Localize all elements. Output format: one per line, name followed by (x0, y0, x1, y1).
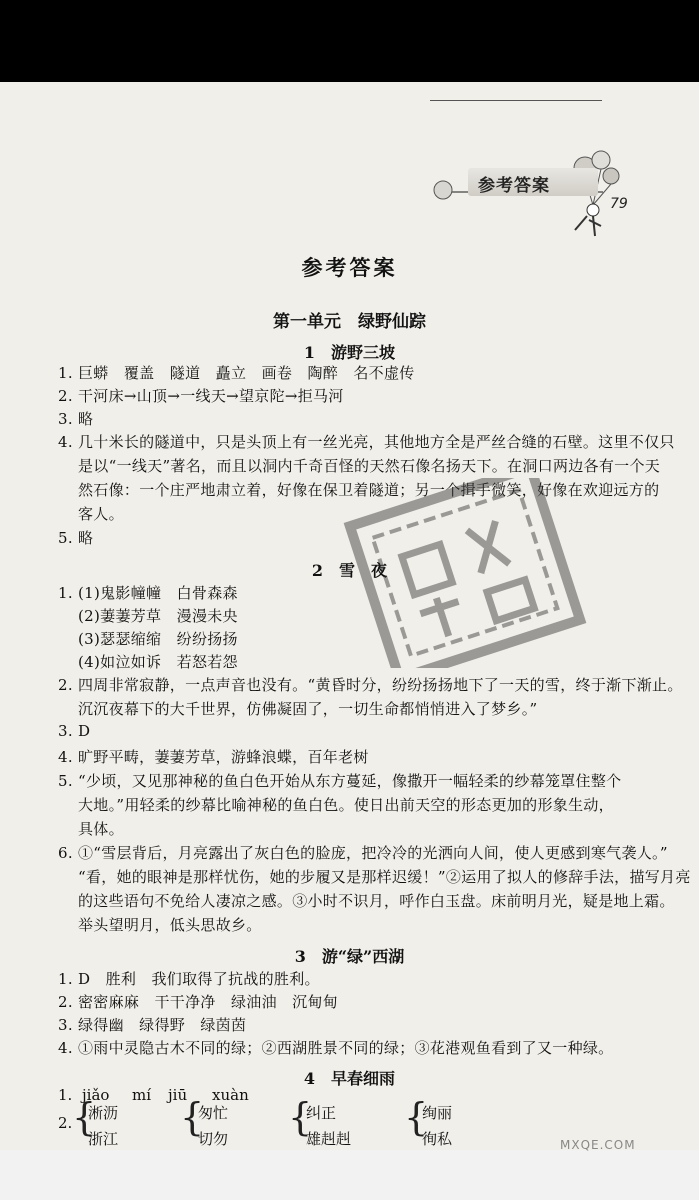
answer-line: 3. D (58, 722, 91, 740)
pinyin-item: mí (132, 1086, 152, 1104)
section-title-4: 4 早春细雨 (303, 1069, 396, 1088)
word-pair-bottom: 雄赳赳 (306, 1130, 352, 1148)
answer-line: 大地。”用轻柔的纱幕比喻神秘的鱼白色。使日出前天空的形态更加的形象生动， (78, 796, 614, 814)
pinyin-item: xuàn (212, 1086, 249, 1104)
header-title: 参考答案 (478, 176, 550, 196)
answer-line: 4. ①雨中灵隐古木不同的绿；②西湖胜景不同的绿；③花港观鱼看到了又一种绿。 (58, 1039, 614, 1057)
answer-line: 3. 绿得幽 绿得野 绿茵茵 (58, 1016, 247, 1034)
brace-icon: { (288, 1095, 313, 1139)
pinyin-item: jiū (168, 1086, 188, 1104)
answer-line: 1. D 胜利 我们取得了抗战的胜利。 (58, 970, 320, 988)
answer-line: 6. ①“雪层背后，月亮露出了灰白色的脸庞，把冷冷的光洒向人间，使人更感到寒气袭人。” (58, 844, 668, 862)
answer-line: 5. 略 (58, 529, 94, 547)
section-title-1: 1 游野三坡 (303, 343, 396, 362)
answer-line: 然石像：一个庄严地肃立着，好像在保卫着隧道；另一个揖手微笑，好像在欢迎远方的 (78, 481, 660, 499)
answer-line: 客人。 (78, 505, 124, 523)
q2-label: 2. (58, 1114, 73, 1132)
answer-line: 3. 略 (58, 410, 94, 428)
answer-line: (4)如泣如诉 若怒若怨 (78, 653, 238, 671)
watermark-text: MXQE.COM (560, 1138, 636, 1152)
answer-line: 1. 巨蟒 覆盖 隧道 矗立 画卷 陶醉 名不虚传 (58, 364, 415, 382)
answer-line: “看，她的眼神是那样忧伤，她的步履又是那样迟缓！”②运用了拟人的修辞手法，描写月亮 (78, 868, 691, 886)
answer-line: 举头望明月，低头思故乡。 (78, 916, 262, 934)
answer-line: 沉沉夜幕下的大千世界，仿佛凝固了，一切生命都悄悄进入了梦乡。” (78, 700, 538, 718)
unit-title: 第一单元 绿野仙踪 (273, 312, 426, 332)
word-pair-top: 匆忙 (198, 1104, 229, 1122)
bottom-bar (0, 1150, 699, 1200)
answer-line: 2. 密密麻麻 干干净净 绿油油 沉甸甸 (58, 993, 339, 1011)
seal-stamp-icon (330, 478, 600, 668)
word-pair-bottom: 切勿 (198, 1130, 229, 1148)
word-pair-top: 绚丽 (422, 1104, 453, 1122)
word-pair-top: 淅沥 (88, 1104, 119, 1122)
page-number: 79 (610, 196, 628, 212)
word-pair-bottom: 浙江 (88, 1130, 119, 1148)
brace-icon: { (72, 1095, 97, 1139)
answer-line: 是以“一线天”著名，而且以洞内千奇百怪的天然石像名扬天下。在洞口两边各有一个天 (78, 457, 661, 475)
answer-line: (2)萋萋芳草 漫漫未央 (78, 607, 238, 625)
answer-line: (3)瑟瑟缩缩 纷纷扬扬 (78, 630, 238, 648)
answer-line: 2. 四周非常寂静，一点声音也没有。“黄昏时分，纷纷扬扬地下了一天的雪，终于渐下渐止。 (58, 676, 683, 694)
answer-line: 5. “少顷，又见那神秘的鱼白色开始从东方蔓延，像撒开一幅轻柔的纱幕笼罩住整个 (58, 772, 622, 790)
pinyin-label: 1. (58, 1086, 73, 1104)
answer-line: 1. (1)鬼影幢幢 白骨森森 (58, 584, 238, 602)
brace-icon: { (180, 1095, 205, 1139)
answer-line: 4. 几十米长的隧道中，只是头顶上有一丝光亮，其他地方全是严丝合缝的石壁。这里不仅只 (58, 433, 675, 451)
main-title: 参考答案 (301, 255, 398, 280)
section-title-2: 2 雪 夜 (311, 561, 388, 580)
word-pair-bottom: 徇私 (422, 1130, 453, 1148)
pinyin-item: jiǎo (82, 1086, 110, 1104)
answer-line: 2. 干河床→山顶→一线天→望京陀→拒马河 (58, 387, 344, 405)
section-title-3: 3 游“绿”西湖 (294, 947, 405, 966)
answer-line: 4. 旷野平畴，萋萋芳草，游蜂浪蝶，百年老树 (58, 748, 369, 766)
header-rule (430, 100, 602, 101)
top-black-bar (0, 0, 699, 82)
answer-line: 的这些语句不免给人凄凉之感。③小时不识月，呼作白玉盘。床前明月光，疑是地上霜。 (78, 892, 675, 910)
word-pair-top: 纠正 (306, 1104, 337, 1122)
brace-icon: { (404, 1095, 429, 1139)
answer-line: 具体。 (78, 820, 124, 838)
